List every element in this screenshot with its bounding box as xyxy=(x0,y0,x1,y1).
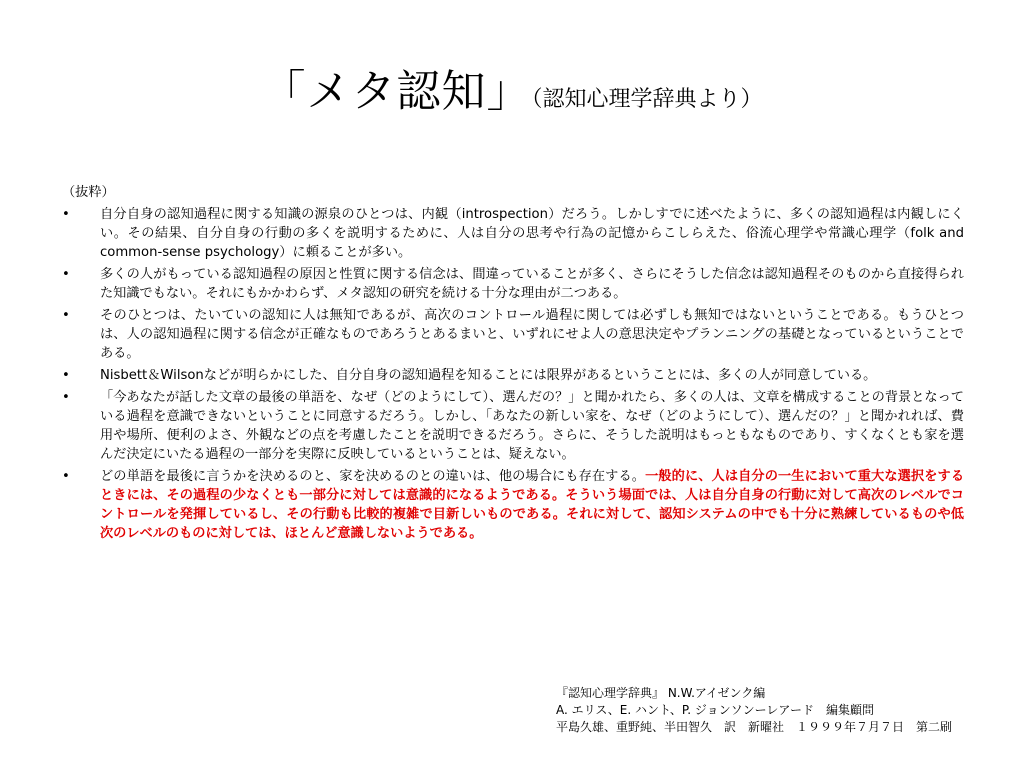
list-item xyxy=(62,265,964,303)
bullet-text: 「今あなたが話した文章の最後の単語を、なぜ（どのようにして）、選んだの？」と聞かれたら、多くの人は、文章を構成することの背景となっている過程を意識できないということに同意するだろう。しかし、「あなたの新しい家を、なぜ（どのようにして）、選んだの？」と聞かれれば、費用や場所、便利のよさ、外観などの点を考慮したことを説明できるだろう。さらに、そうした説明はもっともなものであり、すくなくとも家を選んだ決定にいたる過程の一部分を実際に反映しているということは、疑えない。 xyxy=(100,390,964,462)
slide-title xyxy=(0,66,1024,117)
bullet-text: 多くの人がもっている認知過程の原因と性質に関する信念は、間違っていることが多く、さらにそうした信念は認知過程そのものから直接得られた知識でもない。それにもかかわらず、メタ認知の研究を続ける十分な理由が二つある。 xyxy=(100,267,964,301)
bullet-text: Nisbett＆Wilsonなどが明らかにした、自分自身の認知過程を知ることには限界があるということには、多くの人が同意している。 xyxy=(100,368,877,383)
bullet-highlight-text: 一般的に、人は自分の一生において重大な選択をするときには、その過程の少なくとも一部分に対しては意識的になるようである。そういう場面では、人は自分自身の行動に対して高次のレベルでコントロールを発揮しているし、その行動も比較的複雑で目新しいものである。それに対して、認知システムの中でも十分に熟練しているものや低次のレベルのものに対しては、ほとんど意識しないようである。 xyxy=(100,469,965,541)
bullet-text: 自分自身の認知過程に関する知識の源泉のひとつは、内観（introspection）だろう。しかしすでに述べたように、多くの認知過程は内観しにくい。その結果、自分自身の行動の多くを説明するために、人は自分の思考や行為の記憶からこしらえた、俗流心理学や常識心理学（folk and common-sense psychology）に頼ることが多い。 xyxy=(100,207,964,260)
bullet-list xyxy=(62,205,964,543)
bullet-icon: • xyxy=(62,267,70,282)
bullet-text: どの単語を最後に言うかを決めるのと、家を決めるのとの違いは、他の場合にも存在する。 xyxy=(100,469,646,484)
slide-body xyxy=(62,183,964,546)
bullet-icon: • xyxy=(62,469,70,484)
bullet-icon: • xyxy=(62,207,70,222)
list-item xyxy=(62,467,964,543)
list-item xyxy=(62,205,964,262)
excerpt-label: （抜粋） xyxy=(62,185,115,200)
citation-line: A. エリス、E. ハント、P. ジョンソンーレアード 編集顧問 xyxy=(556,703,875,717)
bullet-text: そのひとつは、たいていの認知に人は無知であるが、高次のコントロール過程に関しては必ずしも無知ではないということである。もうひとつは、人の認知過程に関する信念が正確なものであろうとあるまいと、いずれにせよ人の意思決定やプランニングの基礎となっているということである。 xyxy=(100,308,964,361)
citation xyxy=(556,685,952,736)
title-main: 「メタ認知」 xyxy=(261,66,532,117)
bullet-icon: • xyxy=(62,368,70,383)
bullet-icon: • xyxy=(62,308,70,323)
bullet-icon: • xyxy=(62,390,70,405)
title-subtitle: （認知心理学辞典より） xyxy=(531,87,763,112)
list-item xyxy=(62,306,964,363)
list-item xyxy=(62,366,964,385)
citation-line: 平島久雄、重野純、半田智久 訳 新曜社 １９９９年７月７日 第二刷 xyxy=(556,720,953,734)
citation-line: 『認知心理学辞典』 N.W.アイゼンク編 xyxy=(556,686,766,700)
list-item xyxy=(62,388,964,464)
